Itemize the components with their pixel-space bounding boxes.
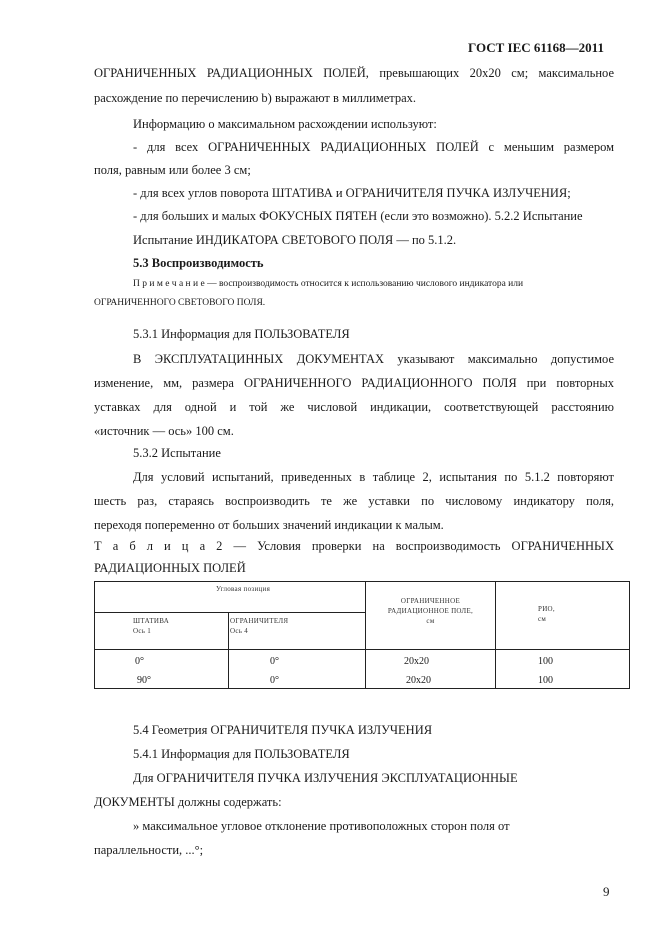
table-cell: 0° bbox=[270, 656, 279, 667]
text-line: Испытание ИНДИКАТОРА СВЕТОВОГО ПОЛЯ — по 5.1.2. bbox=[133, 233, 457, 247]
text-line: шесть раз, стараясь воспроизводить те же уставки по числовому индикатору поля, bbox=[94, 494, 614, 508]
table-cell: 0° bbox=[270, 675, 279, 686]
section-heading-5-4-1: 5.4.1 Информация для ПОЛЬЗОВАТЕЛЯ bbox=[133, 747, 350, 761]
text-line: переходя попеременно от больших значений индикации к малым. bbox=[94, 518, 444, 532]
text-line: Для условий испытаний, приведенных в таблице 2, испытания по 5.1.2 повторяют bbox=[133, 470, 614, 484]
table-border bbox=[495, 581, 496, 689]
table-header-ogr: ОГРАНИЧИТЕЛЯ bbox=[230, 617, 289, 625]
table-header-rio-unit: см bbox=[538, 615, 547, 623]
table-border bbox=[629, 581, 630, 689]
table-cell: 20х20 bbox=[404, 656, 429, 667]
standard-header: ГОСТ IEC 61168—2011 bbox=[468, 40, 604, 55]
text-line: параллельности, ...°; bbox=[94, 843, 204, 857]
table-header-group: Угловая позиция bbox=[216, 585, 271, 593]
section-heading-5-3-2: 5.3.2 Испытание bbox=[133, 446, 221, 460]
table-header-rio: РИО, bbox=[538, 605, 555, 613]
section-heading-5-3-1: 5.3.1 Информация для ПОЛЬЗОВАТЕЛЯ bbox=[133, 327, 350, 341]
table-caption-continuation: РАДИАЦИОННЫХ ПОЛЕЙ bbox=[94, 561, 246, 575]
section-heading-5-3: 5.3 Воспроизводимость bbox=[133, 256, 264, 270]
text-line: В ЭКСПЛУАТАЦИННЫХ ДОКУМЕНТАХ указывают максимально допустимое bbox=[133, 352, 614, 366]
table-cell: 20х20 bbox=[406, 675, 431, 686]
note-text: — воспроизводимость относится к использованию числового индикатора или bbox=[204, 279, 524, 289]
table-header-shtativ-sub: Ось 1 bbox=[133, 627, 152, 635]
list-item: - для больших и малых ФОКУСНЫХ ПЯТЕН (если это возможно). 5.2.2 Испытание bbox=[133, 209, 583, 223]
table-border bbox=[94, 612, 365, 613]
table-border bbox=[228, 612, 229, 689]
text-line: поля, равным или более 3 см; bbox=[94, 163, 251, 177]
text-line: уставках для одной и той же числовой индикации, соответствующей расстоянию bbox=[94, 400, 614, 414]
table-border bbox=[94, 581, 630, 582]
table-cell: 100 bbox=[538, 656, 553, 667]
table-header-field: ОГРАНИЧЕННОЕ bbox=[400, 597, 461, 605]
text-line: «источник — ось» 100 см. bbox=[94, 424, 234, 438]
text-line: ОГРАНИЧЕННЫХ РАДИАЦИОННЫХ ПОЛЕЙ, превышающих 20х20 см; максимальное bbox=[94, 66, 614, 80]
table-border bbox=[94, 581, 95, 689]
text-line: изменение, мм, размера ОГРАНИЧЕННОГО РАДИАЦИОННОГО ПОЛЯ при повторных bbox=[94, 376, 614, 390]
section-heading-5-4: 5.4 Геометрия ОГРАНИЧИТЕЛЯ ПУЧКА ИЗЛУЧЕНИЯ bbox=[133, 723, 433, 737]
note bbox=[133, 279, 523, 289]
list-item: » максимальное угловое отклонение противоположных сторон поля от bbox=[133, 819, 510, 833]
note-label: П р и м е ч а н и е bbox=[133, 279, 205, 289]
text-line: Информацию о максимальном расхождении используют: bbox=[133, 117, 437, 131]
table-header-shtativ: ШТАТИВА bbox=[133, 617, 170, 625]
table-cell: 100 bbox=[538, 675, 553, 686]
page-number: 9 bbox=[603, 884, 610, 899]
table-border bbox=[94, 688, 630, 689]
table-border bbox=[94, 649, 630, 650]
text-line: Для ОГРАНИЧИТЕЛЯ ПУЧКА ИЗЛУЧЕНИЯ ЭКСПЛУАТАЦИОННЫЕ bbox=[133, 771, 518, 785]
list-item: - для всех ОГРАНИЧЕННЫХ РАДИАЦИОННЫХ ПОЛЕЙ с меньшим размером bbox=[133, 140, 614, 154]
table-header-field: РАДИАЦИОННОЕ ПОЛЕ, bbox=[387, 607, 474, 615]
table-header-field-unit: см bbox=[426, 617, 435, 625]
table-cell: 90° bbox=[137, 675, 151, 686]
text-line: расхождение по перечислению b) выражают в миллиметрах. bbox=[94, 91, 417, 105]
list-item: - для всех углов поворота ШТАТИВА и ОГРАНИЧИТЕЛЯ ПУЧКА ИЗЛУЧЕНИЯ; bbox=[133, 186, 571, 200]
table-header-ogr-sub: Ось 4 bbox=[230, 627, 249, 635]
text-line: ДОКУМЕНТЫ должны содержать: bbox=[94, 795, 282, 809]
table-caption: Т а б л и ц а 2 — Условия проверки на воспроизводимость ОГРАНИЧЕННЫХ bbox=[94, 539, 614, 553]
table-cell: 0° bbox=[135, 656, 144, 667]
note-continuation: ОГРАНИЧЕННОГО СВЕТОВОГО ПОЛЯ. bbox=[94, 298, 266, 308]
